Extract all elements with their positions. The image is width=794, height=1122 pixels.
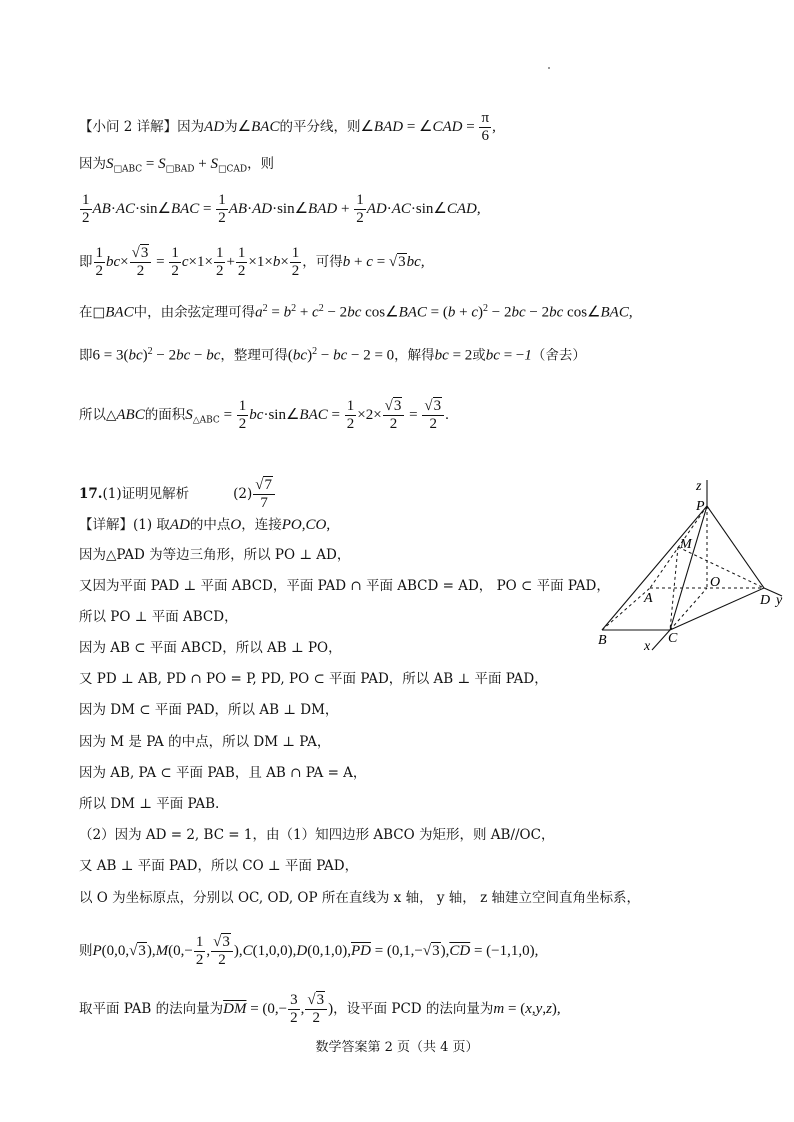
edge-CO — [670, 588, 707, 630]
label-C: C — [668, 631, 678, 646]
scan-dot — [548, 67, 550, 69]
q17-step13: 以 O 为坐标原点，分别以 OC, OD, OP 所在直线为 x 轴， y 轴， z 轴建立空间直角坐标系， — [79, 890, 640, 906]
label-B: B — [598, 633, 607, 648]
part2-line5: 在□BAC中，由余弦定理可得$a^2 = b^2 + c^2 - 2bc$ cos∠BAC = $(b + c)^2 - 2bc - 2bc$ cos∠BAC, — [79, 303, 633, 321]
text-suoyi: 所以△ — [79, 407, 117, 423]
text-shequ: （舍去） — [531, 347, 586, 364]
q17-step11: （2）因为 AD = 2, BC = 1，由（1）知四边形 ABCO 为矩形，则 AB//OC， — [79, 827, 555, 843]
edge-DM — [678, 547, 764, 588]
text-normal-pab: 取平面 PAB 的法向量为 — [79, 1001, 224, 1017]
part2-line2: 因为$S_{□ABC} = S_{□BAD} + S_{□CAD}$，则 — [79, 156, 275, 175]
label-M: M — [680, 537, 692, 552]
edge-PC — [670, 506, 707, 630]
q17-coords: 则P(0,0,√3),M(0,− $\frac{1}{2}$ , $\frac{√3}{2}$ )$,C(1,0,0),D(0,1,0),\overline{PD} = (0,1,-√3),\overline{CD} = (-1,1,0)$, — [79, 934, 539, 968]
edge-PB — [602, 506, 707, 630]
text-ji-2: 即 — [79, 347, 93, 364]
q17-step5: 因为 AB ⊂ 平面 ABCD，所以 AB ⊥ PO， — [79, 640, 342, 656]
q17-answer-2-label: (2) — [233, 486, 253, 502]
part2-line7: 所以△ABC的面积$S_{\triangle ABC}$ = $\frac{1}{2}$ bc·sin∠BAC = $\frac{1}{2}$ ×2× $\frac{√3}{2}$ = $\frac{√3}{2}$ . — [79, 398, 449, 432]
text-cosine-law: 中，由余弦定理可得 — [133, 304, 256, 321]
text-because: 因为 — [79, 156, 106, 172]
q17-step8: 因为 M 是 PA 的中点，所以 DM ⊥ PA， — [79, 734, 331, 750]
q17-header: 17.(1)证明见解析 (2) $\frac{√7}{7}$ — [79, 477, 276, 512]
text-huo: 或 — [472, 347, 486, 364]
label-z: z — [696, 479, 702, 494]
q17-normal: 取平面 PAB 的法向量为$\overline{DM} = (0,-$ $\frac{3}{2}$ , $\frac{√3}{2}$ )，设平面 PCD 的法向量为m = (x,y,z), — [79, 992, 561, 1026]
text-jiede: ，解得 — [394, 347, 435, 364]
pyramid-figure — [592, 478, 792, 658]
edge-BA — [602, 588, 650, 630]
page-footer: 数学答案第 2 页（共 4 页） — [315, 1040, 479, 1055]
q17-step6: 又 PD ⊥ AB, PD ∩ PO = P, PD, PO ⊂ 平面 PAD，所以 AB ⊥ 平面 PAD， — [79, 671, 548, 687]
s1-text: 【详解】(1) 取 — [79, 517, 170, 533]
s1b-text: 的中点 — [189, 517, 231, 533]
q17-step12: 又 AB ⊥ 平面 PAD，所以 CO ⊥ 平面 PAD， — [79, 858, 359, 874]
label-D: D — [760, 593, 771, 608]
text-kede: ，可得 — [302, 254, 343, 270]
q17-step1: 【详解】(1) 取AD的中点O，连接PO,CO, — [79, 517, 331, 533]
q17-step2: 因为△PAD 为等边三角形，所以 PO ⊥ AD， — [79, 547, 351, 563]
edge-CD — [670, 588, 764, 630]
q17-step7: 因为 DM ⊂ 平面 PAD，所以 AB ⊥ DM， — [79, 702, 339, 718]
part2-line4: 即 $\frac{1}{2}$ bc× $\frac{√3}{2}$ = $\frac{1}{2}$ c×1× $\frac{1}{2}$ + $\frac{1}{2}$ ×1×b× $\frac{1}{2}$ ，可得b + c = √3bc, — [79, 245, 425, 279]
s1c-text: ，连接 — [241, 517, 282, 533]
text-zai: 在□ — [79, 304, 106, 321]
part2-line1: 【小问 2 详解】因为AD为∠BAC的平分线，则∠BAD = ∠CAD = $\frac{\pi}{6}$ , — [79, 110, 496, 144]
part2-line3: $\frac{1}{2}$ AB·AC·sin∠BAC = $\frac{1}{2}$ AB·AD·sin∠BAD + $\frac{1}{2}$ AD·AC·sin∠CAD, — [82, 192, 481, 226]
text-wei: 为 — [224, 119, 238, 135]
q17-step9: 因为 AB, PA ⊂ 平面 PAB，且 AB ∩ PA = A， — [79, 765, 367, 781]
q17-step3: 又因为平面 PAD ⊥ 平面 ABCD，平面 PAD ∩ 平面 ABCD = AD， PO ⊂ 平面 PAD， — [79, 578, 610, 594]
q17-step4: 所以 PO ⊥ 平面 ABCD， — [79, 609, 238, 625]
label-A: A — [644, 591, 653, 606]
q17-answer-1: (1)证明见解析 — [102, 486, 190, 502]
text-area: 的面积 — [144, 407, 186, 423]
text-normal-pcd: ，设平面 PCD 的法向量为 — [333, 1001, 494, 1017]
label-P: P — [696, 499, 705, 514]
text-then: ，则 — [247, 156, 275, 172]
text-ze: 则 — [79, 943, 93, 959]
text-zhengli: ，整理可得 — [220, 347, 288, 364]
part2-intro: 【小问 2 详解】因为 — [79, 119, 205, 135]
part2-line6: 即6 = 3(bc)$^2$ − 2bc − bc，整理可得(bc)$^2$ − bc − 2 = 0，解得bc = 2或bc = −1（舍去） — [79, 346, 586, 364]
q17-number: 17. — [79, 486, 103, 502]
label-x: x — [644, 639, 651, 654]
label-y: y — [776, 593, 783, 608]
text-ji: 即 — [79, 254, 93, 270]
q17-step10: 所以 DM ⊥ 平面 PAB. — [79, 796, 220, 812]
label-O: O — [710, 575, 721, 590]
text-bisector: 的平分线，则 — [279, 119, 361, 135]
